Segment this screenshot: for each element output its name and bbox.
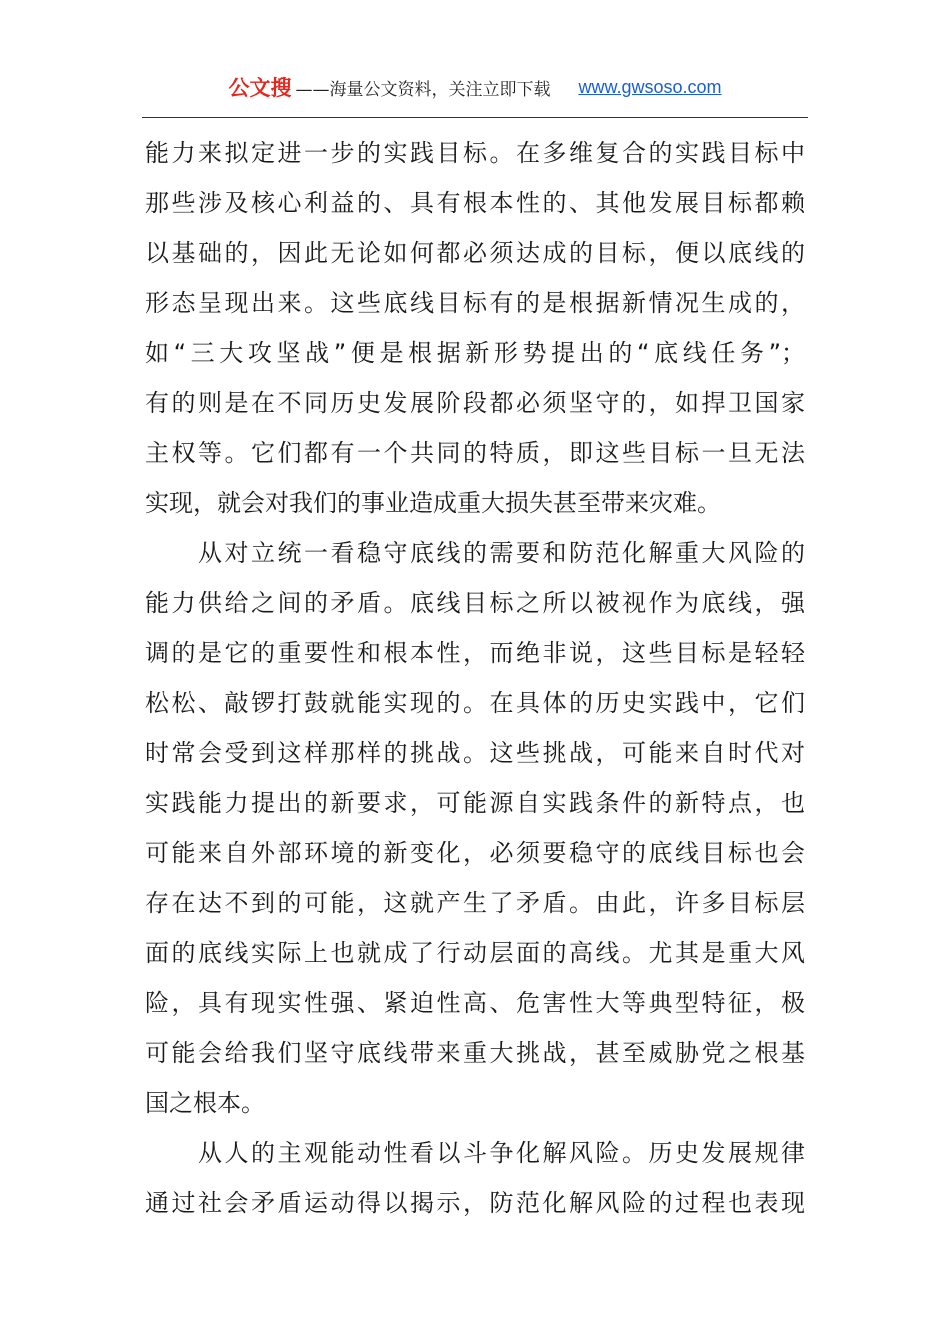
text-line: 可能来自外部环境的新变化，必须要稳守的底线目标也会 — [145, 839, 805, 867]
text-line: 有的则是在不同历史发展阶段都必须坚守的，如捍卫国家 — [145, 389, 805, 417]
page-header — [0, 70, 950, 104]
text-line: 松松、敲锣打鼓就能实现的。在具体的历史实践中，它们 — [145, 689, 805, 717]
text-line: 面的底线实际上也就成了行动层面的高线。尤其是重大风 — [145, 939, 805, 967]
text-line: 能力来拟定进一步的实践目标。在多维复合的实践目标中 — [145, 139, 805, 167]
website-link[interactable]: www.gwsoso.com — [578, 76, 722, 97]
text-line: 那些涉及核心利益的、具有根本性的、其他发展目标都赖 — [145, 189, 805, 217]
document-body — [145, 128, 805, 1228]
text-line: 通过社会矛盾运动得以揭示，防范化解风险的过程也表现 — [145, 1189, 805, 1217]
text-line: 以基础的，因此无论如何都必须达成的目标，便以底线的 — [145, 239, 805, 267]
text-line: 可能会给我们坚守底线带来重大挑战，甚至威胁党之根基 — [145, 1039, 805, 1067]
text-line: 形态呈现出来。这些底线目标有的是根据新情况生成的， — [145, 289, 805, 317]
text-line: 调的是它的重要性和根本性，而绝非说，这些目标是轻轻 — [145, 639, 805, 667]
text-line: 能力供给之间的矛盾。底线目标之所以被视作为底线，强 — [145, 589, 805, 617]
text-line: 从对立统一看稳守底线的需要和防范化解重大风险的 — [145, 539, 805, 567]
text-line: 时常会受到这样那样的挑战。这些挑战，可能来自时代对 — [145, 739, 805, 767]
text-line: 实践能力提出的新要求，可能源自实践条件的新特点，也 — [145, 789, 805, 817]
text-line: 从人的主观能动性看以斗争化解风险。历史发展规律 — [145, 1139, 805, 1167]
text-line: 主权等。它们都有一个共同的特质，即这些目标一旦无法 — [145, 439, 805, 467]
text-line: 实现，就会对我们的事业造成重大损失甚至带来灾难。 — [145, 489, 721, 517]
header-tagline: ——海量公文资料，关注立即下载 — [295, 79, 551, 100]
brand-logo-text: 公文搜 — [228, 76, 292, 100]
header-divider — [142, 117, 808, 118]
text-line: 存在达不到的可能，这就产生了矛盾。由此，许多目标层 — [145, 889, 805, 917]
text-line: 国之根本。 — [145, 1089, 265, 1117]
text-line: 如“三大攻坚战”便是根据新形势提出的“底线任务”； — [145, 339, 805, 367]
text-line: 险，具有现实性强、紧迫性高、危害性大等典型特征，极 — [145, 989, 805, 1017]
